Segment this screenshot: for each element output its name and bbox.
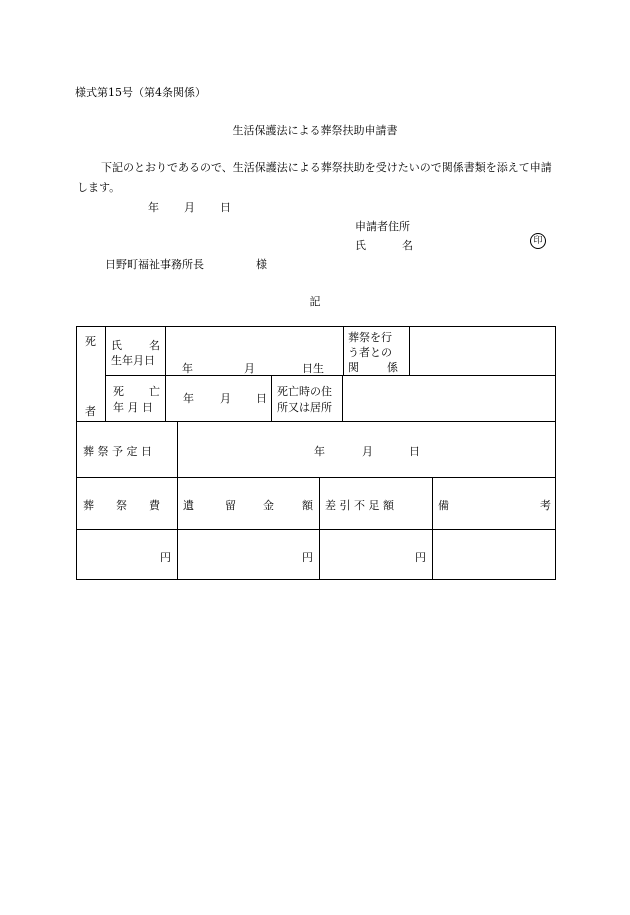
death-month: 月	[220, 392, 231, 405]
date-month-label: 月	[184, 201, 195, 214]
shortfall-yen: 円	[415, 551, 426, 564]
applicant-address-label: 申請者住所	[355, 220, 410, 233]
deceased-label-2: 者	[85, 405, 96, 418]
date-day-label: 日	[220, 201, 231, 214]
estate-header-b: 留	[225, 499, 236, 512]
col-line	[177, 421, 178, 580]
funeral-cost-yen: 円	[160, 551, 171, 564]
funeral-year: 年	[314, 445, 325, 458]
col-line	[165, 327, 166, 421]
relation-label-line3a: 関	[348, 361, 359, 374]
remarks-header-b: 考	[540, 499, 551, 512]
col-line	[432, 477, 433, 580]
remarks-header-a: 備	[438, 499, 449, 512]
estate-header-c: 金	[263, 499, 274, 512]
application-text: 下記のとおりであるので、生活保護法による葬祭扶助を受けたいので関係書類を添えて申請します。	[77, 161, 552, 194]
applicant-name-label-2: 名	[402, 239, 413, 252]
birth-month: 月	[244, 362, 255, 375]
col-line	[409, 327, 410, 375]
relation-label-line3b: 係	[387, 361, 398, 374]
col-line	[271, 375, 272, 421]
death-day: 日	[256, 392, 267, 405]
shortfall-header: 差 引 不 足 額	[325, 499, 394, 512]
relation-label-line2: う者との	[348, 346, 392, 359]
birthdate-label: 生年月日	[111, 354, 155, 367]
funeral-cost-header: 葬 祭 費	[83, 499, 160, 512]
birth-day: 日生	[302, 362, 324, 375]
addressee-honorific: 様	[256, 258, 267, 271]
deceased-label-1: 死	[85, 335, 96, 348]
applicant-name-label-1: 氏	[355, 239, 366, 252]
application-table	[76, 326, 556, 580]
death-date-label: 年 月 日	[113, 401, 153, 414]
name-label-b: 名	[149, 339, 160, 352]
section-mark-ki: 記	[309, 295, 321, 308]
funeral-day: 日	[409, 445, 420, 458]
col-line	[105, 327, 106, 421]
seal-mark: 印	[530, 233, 546, 249]
col-line	[343, 327, 344, 375]
estate-header-a: 遺	[183, 499, 194, 512]
name-label-a: 氏	[111, 339, 122, 352]
funeral-month: 月	[362, 445, 373, 458]
relation-label-line1: 葬祭を行	[348, 331, 392, 344]
estate-yen: 円	[302, 551, 313, 564]
date-year-label: 年	[148, 201, 159, 214]
col-line	[319, 477, 320, 580]
form-number: 様式第15号（第4条関係）	[75, 86, 206, 99]
birth-year: 年	[182, 362, 193, 375]
row-line	[77, 421, 556, 422]
death-label-a: 死	[113, 385, 124, 398]
death-place-label-1: 死亡時の住	[277, 385, 332, 398]
document-title: 生活保護法による葬祭扶助申請書	[232, 124, 398, 137]
funeral-date-label: 葬 祭 予 定 日	[83, 445, 152, 458]
row-line	[77, 529, 556, 530]
row-line	[105, 375, 556, 376]
death-label-b: 亡	[149, 385, 160, 398]
col-line	[342, 375, 343, 421]
estate-header-d: 額	[302, 499, 313, 512]
row-line	[77, 477, 556, 478]
death-place-label-2: 所又は居所	[277, 401, 332, 414]
death-year: 年	[183, 392, 194, 405]
addressee-name: 日野町福祉事務所長	[105, 258, 204, 271]
